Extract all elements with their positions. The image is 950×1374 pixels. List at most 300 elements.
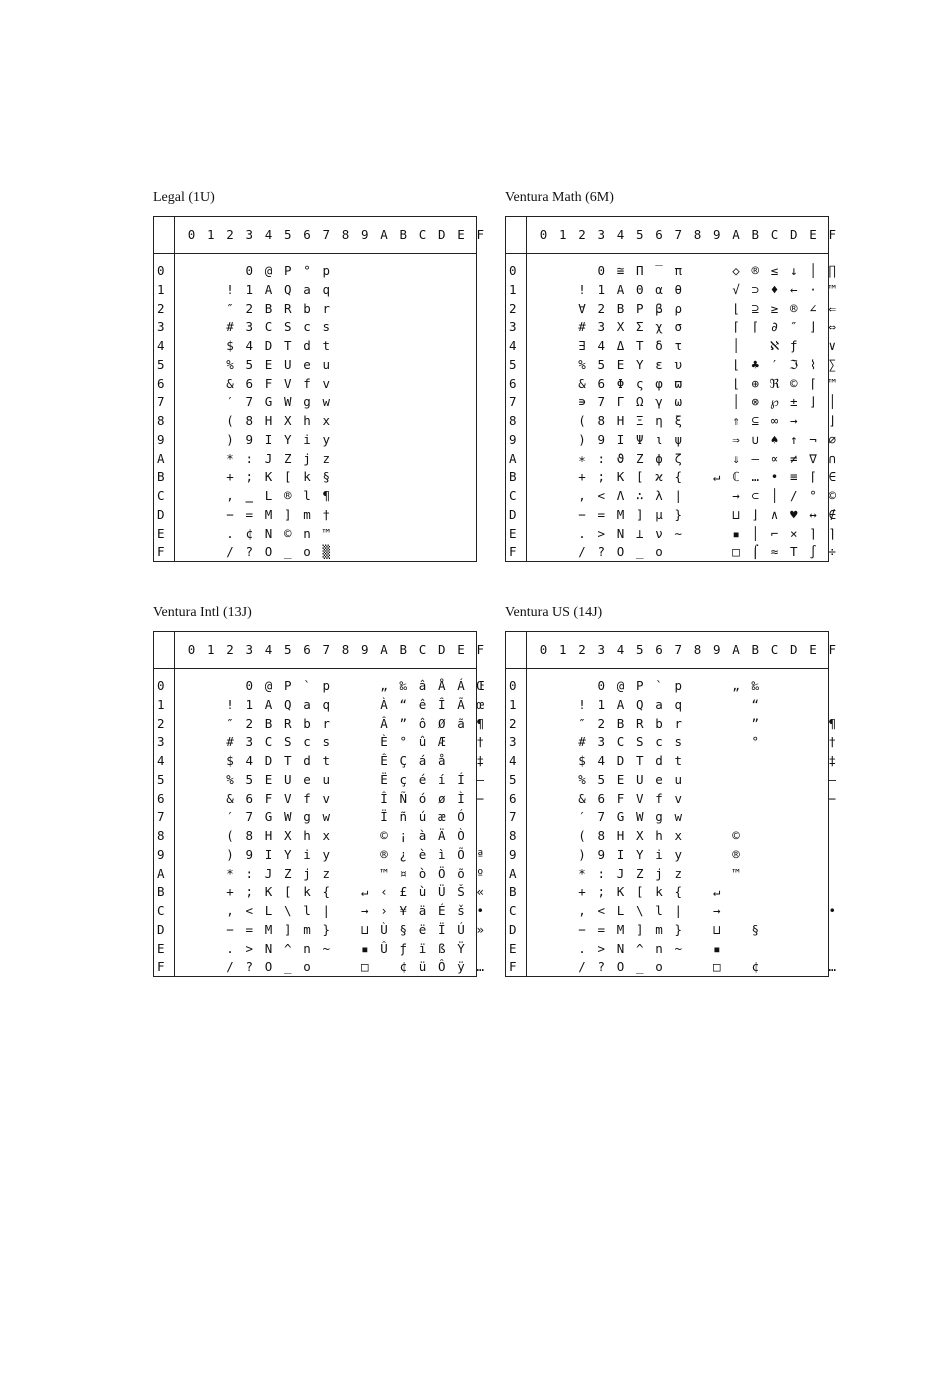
char-cell: ü [418, 959, 427, 975]
char-cell: á [418, 753, 427, 768]
char-cell: N [264, 525, 273, 541]
char-cell: 3 [597, 734, 606, 750]
char-cell: 4 [597, 338, 606, 353]
char-cell: x [322, 828, 331, 843]
char-cell: ⌈ [751, 319, 760, 335]
char-cell: % [226, 356, 234, 372]
char-cell: ∇ [809, 450, 817, 466]
column-header: 2 [578, 227, 586, 242]
char-cell: x [674, 828, 683, 843]
char-cell: 1 [245, 696, 254, 712]
char-cell: ≈ [770, 544, 779, 560]
char-cell: : [245, 450, 254, 466]
char-cell: ë [418, 921, 427, 937]
char-cell: t [322, 753, 331, 768]
char-cell: − [578, 921, 586, 937]
char-cell: ≥ [770, 300, 779, 316]
row-header: 4 [509, 338, 517, 353]
column-header: F [476, 227, 485, 242]
column-header: 2 [578, 642, 586, 657]
char-cell: „ [380, 678, 388, 693]
char-cell: > [597, 525, 606, 541]
char-cell: ™ [732, 865, 740, 881]
char-cell: ⊔ [360, 921, 369, 937]
char-cell: Ε [616, 356, 625, 372]
row-header: 6 [157, 375, 165, 391]
column-header: 5 [635, 642, 644, 657]
char-cell: X [283, 413, 292, 428]
char-cell: Z [283, 865, 292, 881]
row-header: C [509, 488, 517, 503]
char-cell: z [322, 450, 331, 466]
char-cell: │ [770, 488, 779, 503]
char-cell: u [322, 771, 331, 787]
char-cell: + [226, 469, 234, 485]
char-cell: ! [578, 696, 586, 712]
char-cell: ⊔ [732, 506, 740, 522]
char-cell: • [476, 903, 485, 918]
char-cell: 9 [597, 431, 606, 447]
char-cell: B [264, 300, 273, 316]
char-cell: U [283, 356, 292, 372]
char-cell: ( [578, 413, 586, 428]
char-cell: Ü [437, 884, 446, 900]
column-header: 9 [712, 227, 721, 242]
char-cell: S [283, 734, 292, 750]
column-header: 7 [674, 642, 683, 657]
char-cell: i [303, 431, 311, 447]
column-header: 2 [226, 642, 234, 657]
char-cell: Δ [616, 338, 625, 353]
char-cell: , [578, 903, 586, 918]
row-header: 9 [509, 431, 517, 447]
row-header: 7 [157, 394, 165, 410]
char-cell: r [322, 300, 331, 316]
table-title: Ventura Math (6M) [505, 190, 614, 205]
char-cell: [ [635, 469, 644, 485]
column-header: E [457, 227, 465, 242]
char-cell: C [264, 319, 273, 335]
char-cell: ‰ [751, 678, 760, 693]
column-header: 6 [655, 227, 663, 242]
char-cell: _ [283, 544, 292, 560]
char-cell: ⊆ [751, 413, 760, 428]
char-grid [505, 216, 837, 562]
char-cell: 7 [597, 809, 606, 825]
char-cell: ) [578, 431, 586, 447]
row-header: 0 [157, 678, 165, 693]
char-cell: Ο [616, 544, 625, 560]
row-header: D [509, 506, 517, 522]
char-cell: ← [789, 281, 798, 297]
char-cell: ] [283, 921, 292, 937]
char-cell: ; [245, 469, 254, 485]
char-cell: ξ [674, 413, 683, 428]
column-header: C [418, 227, 427, 242]
char-cell: \ [635, 903, 644, 918]
char-cell: û [418, 734, 427, 750]
char-cell: S [283, 319, 292, 335]
char-cell: ¡ [399, 828, 408, 843]
char-cell: ′ [770, 356, 779, 372]
char-cell: ∼ [674, 525, 683, 541]
column-header: B [399, 642, 408, 657]
char-cell: • [770, 469, 779, 485]
char-cell: d [303, 338, 311, 353]
char-cell: @ [264, 678, 273, 693]
char-cell: 1 [597, 281, 606, 297]
char-cell: ß [437, 940, 446, 956]
char-grid [153, 631, 485, 977]
char-cell: / [226, 959, 234, 975]
char-cell: Φ [616, 375, 625, 391]
char-cell: y [322, 431, 331, 447]
char-cell: † [322, 506, 331, 522]
char-cell: G [616, 809, 625, 825]
char-cell: Æ [437, 734, 446, 750]
char-cell: → [712, 903, 721, 918]
char-cell: L [264, 903, 273, 918]
char-cell: ℵ [769, 338, 780, 353]
row-header: 1 [157, 696, 165, 712]
char-cell: − [476, 790, 485, 806]
char-cell: ↓ [789, 263, 798, 278]
row-header: C [157, 903, 165, 918]
char-cell: 6 [245, 790, 254, 806]
char-cell: f [303, 790, 311, 806]
column-header: A [732, 642, 740, 657]
char-cell: ¶ [476, 715, 485, 731]
char-cell: / [789, 488, 798, 503]
char-cell: $ [578, 753, 586, 768]
char-cell: c [303, 734, 311, 750]
char-cell: ] [635, 506, 644, 522]
char-cell: § [751, 921, 760, 937]
char-cell: Î [380, 790, 388, 806]
char-cell: n [303, 525, 311, 541]
char-cell: ¬ [809, 431, 817, 447]
char-cell: ▪ [360, 940, 369, 956]
char-cell: 5 [245, 356, 254, 372]
char-cell: { [322, 884, 331, 900]
column-header: 4 [616, 227, 625, 242]
char-cell: ⌋ [751, 506, 760, 522]
header-divider [506, 668, 828, 669]
char-cell: g [655, 809, 663, 825]
char-cell: 5 [245, 771, 254, 787]
char-cell: * [578, 865, 586, 881]
char-cell: p [322, 678, 331, 693]
row-header: 4 [509, 753, 517, 768]
char-cell: # [226, 734, 234, 750]
header-divider [154, 253, 476, 254]
column-header: A [732, 227, 740, 242]
char-cell: │ [828, 394, 837, 410]
char-cell: b [303, 300, 311, 316]
char-cell: ⌋ [828, 413, 837, 428]
char-cell: M [264, 921, 273, 937]
char-cell: l [655, 903, 663, 918]
char-cell: â [418, 678, 427, 693]
char-cell: ′ [578, 809, 586, 825]
char-cell: φ [655, 375, 663, 391]
column-header: C [418, 642, 427, 657]
char-cell: $ [226, 338, 234, 353]
char-cell: ″ [226, 715, 234, 731]
char-cell: ⊥ [635, 525, 644, 541]
char-cell: j [303, 865, 311, 881]
row-header: 3 [157, 319, 165, 335]
table-title: Ventura Intl (13J) [153, 605, 252, 620]
char-cell: y [674, 846, 683, 862]
header-divider [506, 253, 828, 254]
char-cell: ⇔ [828, 319, 837, 335]
char-cell: & [578, 790, 586, 806]
char-cell: 7 [245, 809, 254, 825]
char-cell: o [655, 959, 663, 975]
char-cell: ` [655, 678, 663, 693]
row-header: 7 [157, 809, 165, 825]
char-cell: ⇑ [732, 413, 740, 428]
column-header: F [828, 227, 837, 242]
column-header: 3 [245, 227, 254, 242]
char-cell: c [303, 319, 311, 335]
char-cell: a [303, 281, 311, 297]
char-cell: Š [457, 884, 465, 900]
char-cell: * [226, 865, 234, 881]
char-cell: + [578, 469, 586, 485]
char-cell: é [418, 771, 427, 787]
char-cell: ‡ [476, 753, 485, 768]
char-cell: Ψ [635, 431, 644, 447]
char-cell: j [303, 450, 311, 466]
column-header: 0 [539, 227, 548, 242]
char-cell: / [226, 544, 234, 560]
char-cell: ® [732, 846, 740, 862]
char-cell: ⌋ [809, 394, 817, 410]
char-cell: Ù [380, 921, 388, 937]
column-header: E [457, 642, 465, 657]
char-cell: Õ [457, 846, 465, 862]
row-header: D [509, 921, 517, 937]
char-cell: G [264, 394, 273, 410]
char-cell: @ [264, 263, 273, 278]
char-cell: , [578, 488, 586, 503]
char-cell: ( [226, 413, 234, 428]
char-cell: ° [303, 263, 311, 278]
char-cell: ζ [674, 450, 683, 466]
column-header: A [380, 642, 388, 657]
row-header: 9 [157, 846, 165, 862]
char-cell: h [303, 828, 311, 843]
char-cell: A [264, 696, 273, 712]
char-cell: 6 [597, 375, 606, 391]
char-cell: ≠ [789, 450, 798, 466]
char-cell: ♠ [770, 431, 779, 447]
char-cell: 4 [245, 753, 254, 768]
char-cell: O [264, 959, 273, 975]
char-cell: p [674, 678, 683, 693]
char-cell: { [674, 884, 683, 900]
char-cell: , [226, 903, 234, 918]
char-cell: ≡ [789, 469, 798, 485]
char-cell: ~ [674, 940, 683, 956]
char-cell: ) [578, 846, 586, 862]
char-cell: ç [399, 771, 408, 787]
char-cell: Ω [635, 394, 644, 410]
char-cell: t [674, 753, 683, 768]
char-cell: å [437, 753, 446, 768]
char-cell: Κ [616, 469, 625, 485]
char-cell: χ [655, 319, 663, 335]
char-cell: ‹ [380, 884, 388, 900]
char-cell: B [616, 715, 625, 731]
row-header: 2 [509, 715, 517, 731]
column-header: 8 [341, 227, 350, 242]
row-header: F [157, 959, 165, 975]
column-header: 1 [206, 642, 215, 657]
char-cell: œ [476, 696, 485, 712]
column-header: D [437, 227, 446, 242]
row-header: F [157, 544, 165, 560]
row-header: 6 [157, 790, 165, 806]
char-cell: │ [751, 525, 760, 541]
char-cell: “ [751, 696, 760, 712]
char-cell: Í [457, 771, 465, 787]
char-cell: ψ [674, 431, 683, 447]
column-header: A [380, 227, 388, 242]
row-header: 2 [157, 715, 165, 731]
char-cell: a [655, 696, 663, 712]
char-cell: Q [283, 696, 292, 712]
char-cell: › [380, 903, 388, 918]
char-cell: K [616, 884, 625, 900]
char-cell: h [655, 828, 663, 843]
char-cell: ò [418, 865, 427, 881]
char-cell: U [635, 771, 644, 787]
char-cell: « [476, 884, 485, 900]
char-cell: V [283, 375, 292, 391]
header-divider [154, 668, 476, 669]
char-cell: 5 [597, 771, 606, 787]
char-cell: & [578, 375, 586, 391]
char-cell: ¿ [399, 846, 408, 862]
char-cell: π [674, 263, 683, 278]
char-cell: λ [655, 488, 663, 503]
char-cell: © [380, 828, 388, 843]
char-cell: H [264, 828, 273, 843]
char-cell: e [303, 771, 311, 787]
char-cell: ” [399, 715, 408, 731]
char-cell: ∏ [828, 263, 837, 278]
char-cell: W [635, 809, 644, 825]
char-cell: l [303, 488, 311, 503]
row-header: E [509, 940, 517, 956]
char-cell: ) [226, 846, 234, 862]
char-cell: 4 [597, 753, 606, 768]
char-cell: L [616, 903, 625, 918]
table-title: Ventura US (14J) [505, 605, 603, 620]
char-cell: T [283, 338, 292, 353]
char-cell: ″ [226, 300, 234, 316]
row-header: A [157, 450, 165, 466]
char-cell: ∃ [578, 338, 586, 353]
char-cell: £ [399, 884, 408, 900]
char-cell: δ [655, 338, 663, 353]
char-cell: > [245, 940, 254, 956]
row-header: 4 [157, 338, 165, 353]
char-cell: \ [283, 903, 292, 918]
char-grid [153, 216, 485, 562]
char-cell: υ [674, 356, 683, 372]
column-header: 1 [206, 227, 215, 242]
char-cell: ∅ [828, 431, 837, 447]
char-cell: ⊃ [751, 281, 760, 297]
char-cell: θ [674, 281, 683, 297]
char-cell: ñ [399, 809, 408, 825]
char-cell: ƒ [399, 940, 408, 956]
char-cell: 8 [597, 828, 606, 843]
char-cell: Z [283, 450, 292, 466]
char-cell: m [655, 921, 663, 937]
char-cell: … [751, 469, 760, 485]
char-cell: ê [418, 696, 427, 712]
char-cell: Y [635, 846, 644, 862]
char-cell: ♣ [751, 356, 760, 372]
char-cell: P [283, 263, 292, 278]
char-cell: ] [283, 506, 292, 522]
char-cell: 4 [245, 338, 254, 353]
char-cell: → [789, 413, 798, 428]
char-cell: K [264, 884, 273, 900]
char-cell: % [578, 356, 586, 372]
char-cell: C [264, 734, 273, 750]
char-cell: í [437, 771, 446, 787]
char-cell: À [380, 696, 388, 712]
char-cell: e [655, 771, 663, 787]
char-cell: 7 [597, 394, 606, 410]
char-cell: r [674, 715, 683, 731]
char-cell: Ζ [635, 450, 644, 466]
char-cell: } [674, 921, 683, 937]
column-header: 7 [674, 227, 683, 242]
column-header: D [437, 642, 446, 657]
column-header: B [399, 227, 408, 242]
char-cell: ⊂ [751, 488, 760, 503]
char-cell: Ô [437, 959, 446, 975]
char-cell: § [322, 469, 331, 485]
char-cell: G [264, 809, 273, 825]
char-cell: s [322, 319, 331, 335]
char-cell: q [322, 696, 331, 712]
char-cell: q [322, 281, 331, 297]
char-cell: 9 [597, 846, 606, 862]
char-cell: · [809, 281, 817, 297]
char-cell: ⌉ [809, 525, 817, 541]
char-cell: ▪ [712, 940, 721, 956]
char-cell: y [322, 846, 331, 862]
char-cell: 7 [245, 394, 254, 410]
char-cell: Ä [437, 828, 446, 843]
char-cell: ó [418, 790, 427, 806]
char-cell: / [578, 544, 586, 560]
char-cell: A [264, 281, 273, 297]
char-cell: ù [418, 884, 427, 900]
char-cell: © [828, 488, 837, 503]
char-cell: . [226, 940, 234, 956]
char-cell: [ [283, 469, 292, 485]
char-cell: ∞ [770, 413, 779, 428]
